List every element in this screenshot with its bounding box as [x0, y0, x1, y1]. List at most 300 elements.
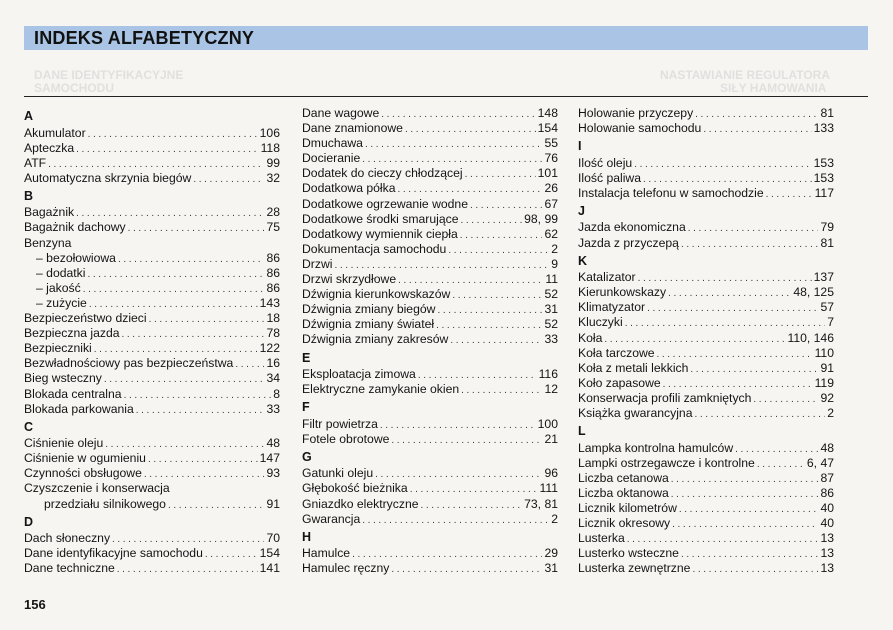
- entry-term: Lampki ostrzegawcze i kontrolne: [578, 455, 755, 470]
- entry-page-number: 86: [266, 265, 280, 280]
- index-entry: [302, 197, 558, 212]
- entry-term: Dane wagowe: [302, 106, 380, 120]
- entry-page-number: 81: [820, 235, 834, 250]
- dot-leader: [460, 213, 522, 228]
- index-entry: [302, 546, 558, 561]
- dot-leader: [421, 498, 523, 513]
- index-entry: [302, 497, 558, 512]
- entry-term: Drzwi: [302, 256, 333, 271]
- entry-term: Ilość oleju: [578, 155, 633, 170]
- entry-page-number: 40: [820, 500, 834, 515]
- index-entry: [302, 257, 558, 272]
- entry-page-number: 93: [266, 466, 280, 481]
- entry-page-number: 13: [820, 546, 834, 561]
- index-entry: [24, 236, 280, 251]
- entry-page-number: 117: [814, 185, 834, 200]
- section-letter: E: [302, 350, 311, 365]
- dot-leader: [757, 457, 805, 472]
- dot-leader: [452, 288, 542, 303]
- index-entry: [24, 451, 280, 466]
- entry-term: Jazda ekonomiczna: [578, 220, 686, 235]
- dot-leader: [690, 362, 818, 377]
- entry-term: Dźwignia zmiany zakresów: [302, 332, 449, 347]
- index-column-3: [578, 106, 834, 576]
- entry-page-number: 96: [544, 466, 558, 481]
- index-entry: [578, 406, 834, 421]
- section-letter: C: [24, 419, 34, 434]
- dot-leader: [410, 482, 538, 497]
- section-letter: I: [578, 139, 582, 154]
- entry-term: Ciśnienie oleju: [24, 436, 104, 451]
- entry-term: – jakość: [36, 280, 81, 295]
- entry-page-number: 141: [259, 561, 280, 576]
- entry-page-number: 18: [266, 311, 280, 326]
- index-entry: [578, 486, 834, 501]
- entry-page-number: 31: [544, 561, 558, 576]
- entry-page-number: 12: [544, 382, 558, 397]
- section-letter: G: [302, 449, 312, 464]
- entry-term: Hamulec ręczny: [302, 561, 390, 576]
- entry-page-number: 76: [544, 151, 558, 166]
- entry-page-number: 11: [545, 272, 558, 287]
- entry-page-number: 154: [537, 121, 558, 136]
- entry-term: Konserwacja profili zamkniętych: [578, 390, 752, 405]
- index-entry: [578, 391, 834, 406]
- index-entry: [24, 326, 280, 341]
- dot-leader: [334, 258, 549, 273]
- dot-leader: [193, 172, 264, 187]
- entry-term: przedziału silnikowego: [44, 496, 166, 511]
- dot-leader: [48, 157, 264, 172]
- index-entry: [24, 281, 280, 296]
- entry-term: Dmuchawa: [302, 136, 363, 151]
- index-entry: [24, 141, 280, 156]
- bleed-through-text: SIŁY HAMOWANIA: [720, 81, 827, 95]
- entry-page-number: 153: [813, 170, 834, 185]
- entry-term: Licznik kilometrów: [578, 500, 677, 515]
- index-entry: [578, 471, 834, 486]
- dot-leader: [365, 137, 542, 152]
- entry-term: Docieranie: [302, 151, 361, 166]
- dot-leader: [753, 392, 818, 407]
- index-entry: [24, 341, 280, 356]
- index-entry: [24, 356, 280, 371]
- bleed-through-text: SAMOCHODU: [34, 81, 114, 95]
- entry-page-number: 2: [551, 241, 558, 256]
- entry-page-number: 75: [266, 220, 280, 235]
- entry-term: Dane techniczne: [24, 561, 115, 576]
- dot-leader: [405, 122, 536, 137]
- index-entry: [24, 546, 280, 561]
- entry-page-number: 81: [820, 106, 834, 120]
- index-entry: [302, 136, 558, 151]
- entry-term: Dźwignia zmiany biegów: [302, 302, 436, 317]
- entry-term: Jazda z przyczepą: [578, 235, 679, 250]
- entry-page-number: 13: [820, 531, 834, 546]
- dot-leader: [391, 562, 542, 577]
- index-entry: [302, 242, 558, 257]
- index-entry: [578, 285, 834, 300]
- index-entry: [24, 296, 280, 311]
- index-entry: [578, 376, 834, 391]
- dot-leader: [136, 403, 265, 418]
- entry-term: Dane znamionowe: [302, 121, 403, 136]
- index-entry: [24, 171, 280, 186]
- dot-leader: [681, 237, 819, 252]
- entry-page-number: 147: [259, 451, 280, 466]
- entry-page-number: 7: [827, 315, 834, 330]
- dot-leader: [149, 312, 265, 327]
- entry-page-number: 100: [537, 416, 558, 431]
- dot-leader: [695, 107, 818, 122]
- entry-term: Bezpieczniki: [24, 341, 92, 356]
- dot-leader: [663, 377, 813, 392]
- index-entry: [24, 481, 280, 496]
- dot-leader: [688, 221, 819, 236]
- dot-leader: [465, 167, 536, 182]
- entry-page-number: 118: [260, 140, 280, 155]
- entry-term: Liczba oktanowa: [578, 485, 669, 500]
- dot-leader: [128, 221, 265, 236]
- header-rule: [24, 96, 868, 97]
- entry-term: Koła: [578, 330, 603, 345]
- dot-leader: [352, 547, 542, 562]
- dot-leader: [148, 452, 258, 467]
- dot-leader: [634, 157, 811, 172]
- index-entry: [24, 205, 280, 220]
- entry-page-number: 48: [820, 440, 834, 455]
- index-entry: [302, 382, 558, 397]
- section-letter: L: [578, 424, 586, 439]
- dot-leader: [735, 442, 818, 457]
- dot-leader: [625, 316, 826, 331]
- dot-leader: [168, 498, 264, 513]
- index-entry: [302, 432, 558, 447]
- index-entry: [302, 121, 558, 136]
- entry-page-number: 153: [813, 155, 834, 170]
- index-entry: [24, 311, 280, 326]
- entry-term: Czynności obsługowe: [24, 466, 142, 481]
- entry-page-number: 62: [544, 226, 558, 241]
- entry-term: Automatyczna skrzynia biegów: [24, 170, 192, 185]
- entry-term: Czyszczenie i konserwacja: [24, 481, 170, 496]
- entry-term: Benzyna: [24, 235, 72, 250]
- entry-term: Dodatek do cieczy chłodzącej: [302, 166, 463, 181]
- entry-page-number: 122: [259, 341, 280, 356]
- entry-term: Elektryczne zamykanie okien: [302, 382, 460, 397]
- entry-page-number: 52: [544, 317, 558, 332]
- entry-term: Akumulator: [24, 125, 86, 140]
- dot-leader: [89, 297, 258, 312]
- entry-page-number: 33: [266, 401, 280, 416]
- entry-term: – dodatki: [36, 265, 86, 280]
- entry-page-number: 116: [538, 367, 558, 381]
- index-entry: [578, 315, 834, 330]
- dot-leader: [671, 487, 819, 502]
- index-entry: [24, 561, 280, 576]
- entry-page-number: 9: [551, 256, 558, 271]
- dot-leader: [668, 286, 791, 301]
- entry-term: Filtr powietrza: [302, 416, 378, 431]
- bleed-through-text: DANE IDENTYFIKACYJNE: [34, 68, 184, 82]
- index-entry: [578, 121, 834, 136]
- index-entry: [578, 516, 834, 531]
- entry-term: Bezpieczeństwo dzieci: [24, 311, 147, 326]
- section-letter: J: [578, 203, 585, 218]
- entry-term: Kluczyki: [578, 315, 623, 330]
- index-entry: [24, 156, 280, 171]
- index-entry: [578, 546, 834, 561]
- entry-term: Fotele obrotowe: [302, 431, 390, 446]
- entry-page-number: 8: [273, 386, 280, 401]
- dot-leader: [122, 327, 265, 342]
- index-column-1: [24, 106, 280, 576]
- entry-page-number: 79: [820, 220, 834, 235]
- index-entry: [578, 156, 834, 171]
- dot-leader: [88, 127, 258, 142]
- dot-leader: [448, 243, 549, 258]
- entry-page-number: 87: [820, 470, 834, 485]
- entry-term: Gniazdko elektryczne: [302, 496, 419, 511]
- entry-page-number: 86: [820, 485, 834, 500]
- entry-term: ATF: [24, 155, 47, 170]
- entry-term: Dodatkowa półka: [302, 181, 396, 196]
- dot-leader: [450, 333, 542, 348]
- dot-leader: [362, 152, 542, 167]
- entry-term: Bieg wsteczny: [24, 371, 102, 386]
- index-entry: [24, 266, 280, 281]
- entry-page-number: 106: [259, 125, 280, 140]
- entry-page-number: 86: [266, 280, 280, 295]
- entry-page-number: 137: [813, 270, 834, 285]
- entry-term: Bagażnik: [24, 205, 75, 220]
- entry-page-number: 52: [544, 287, 558, 302]
- entry-term: Ciśnienie w ogumieniu: [24, 451, 146, 466]
- page-number: 156: [24, 597, 46, 612]
- entry-term: Dźwignia zmiany świateł: [302, 317, 435, 332]
- entry-term: Lusterka: [578, 531, 625, 546]
- entry-term: Klimatyzator: [578, 300, 646, 315]
- entry-page-number: 143: [259, 295, 280, 310]
- entry-term: Licznik okresowy: [578, 516, 671, 531]
- dot-leader: [398, 273, 543, 288]
- dot-leader: [461, 383, 542, 398]
- entry-page-number: 28: [266, 205, 280, 220]
- index-entry: [302, 212, 558, 227]
- entry-term: Gwarancja: [302, 511, 361, 526]
- index-column-2: [302, 106, 558, 576]
- entry-page-number: 33: [544, 332, 558, 347]
- entry-term: Bagażnik dachowy: [24, 220, 126, 235]
- entry-page-number: 110: [814, 345, 834, 360]
- entry-term: Dźwignia kierunkowskazów: [302, 287, 451, 302]
- dot-leader: [638, 271, 812, 286]
- dot-leader: [671, 472, 819, 487]
- entry-page-number: 29: [544, 546, 558, 561]
- dot-leader: [657, 347, 813, 362]
- section-letter: H: [302, 529, 312, 544]
- entry-term: Lusterka zewnętrzne: [578, 561, 691, 576]
- dot-leader: [703, 122, 811, 137]
- entry-term: Dodatkowe środki smarujące: [302, 211, 459, 226]
- entry-term: Liczba cetanowa: [578, 470, 669, 485]
- index-entry: [24, 220, 280, 235]
- entry-page-number: 99: [266, 155, 280, 170]
- entry-page-number: 98, 99: [524, 211, 558, 226]
- dot-leader: [76, 206, 264, 221]
- entry-term: Holowanie przyczepy: [578, 106, 694, 120]
- dot-leader: [144, 467, 265, 482]
- index-entry: [578, 501, 834, 516]
- dot-leader: [205, 547, 258, 562]
- entry-page-number: 2: [827, 406, 834, 420]
- section-letter: F: [302, 400, 310, 415]
- index-entry: [578, 561, 834, 576]
- bleed-through-text: NASTAWIANIE REGULATORA: [660, 68, 830, 82]
- index-entry: [578, 220, 834, 235]
- index-entry: [24, 466, 280, 481]
- index-entry: [302, 512, 558, 527]
- entry-term: Dodatkowy wymiennik ciepła: [302, 226, 458, 241]
- index-entry: [302, 166, 558, 181]
- index-entry: [24, 436, 280, 451]
- entry-page-number: 32: [266, 170, 280, 185]
- index-entry: [302, 417, 558, 432]
- dot-leader: [627, 532, 819, 547]
- dot-leader: [766, 187, 813, 202]
- entry-term: Kierunkowskazy: [578, 285, 667, 300]
- entry-term: Drzwi skrzydłowe: [302, 272, 397, 287]
- entry-term: Instalacja telefonu w samochodzie: [578, 185, 764, 200]
- entry-term: Dokumentacja samochodu: [302, 241, 447, 256]
- index-entry: [578, 331, 834, 346]
- entry-term: Koła tarczowe: [578, 345, 655, 360]
- dot-leader: [460, 228, 543, 243]
- index-entry: [24, 387, 280, 402]
- index-entry: [302, 302, 558, 317]
- entry-term: Gatunki oleju: [302, 466, 374, 481]
- index-entry: [578, 531, 834, 546]
- entry-page-number: 40: [820, 516, 834, 531]
- entry-term: Ilość paliwa: [578, 170, 641, 185]
- entry-term: Bezwładnościowy pas bezpieczeństwa: [24, 356, 234, 371]
- dot-leader: [235, 357, 264, 372]
- index-entry: [578, 236, 834, 251]
- entry-term: Katalizator: [578, 270, 636, 285]
- entry-term: Książka gwarancyjna: [578, 406, 693, 420]
- section-letter: K: [578, 253, 588, 268]
- index-entry: [302, 106, 558, 121]
- entry-term: Holowanie samochodu: [578, 121, 702, 136]
- section-letter: D: [24, 514, 34, 529]
- dot-leader: [112, 532, 264, 547]
- page-title: INDEKS ALFABETYCZNY: [34, 28, 255, 48]
- dot-leader: [436, 318, 542, 333]
- entry-page-number: 92: [820, 390, 834, 405]
- index-entry: [302, 466, 558, 481]
- entry-page-number: 148: [537, 106, 558, 120]
- entry-term: Dane identyfikacyjne samochodu: [24, 546, 203, 561]
- index-entry: [302, 367, 558, 382]
- entry-term: Blokada centralna: [24, 386, 122, 401]
- dot-leader: [117, 562, 258, 577]
- entry-term: Koła z metali lekkich: [578, 360, 689, 375]
- dot-leader: [470, 198, 542, 213]
- dot-leader: [694, 407, 825, 422]
- entry-page-number: 67: [544, 196, 558, 211]
- section-letter: A: [24, 109, 34, 123]
- index-entry: [24, 371, 280, 386]
- dot-leader: [87, 267, 264, 282]
- entry-page-number: 154: [259, 546, 280, 561]
- entry-page-number: 34: [266, 371, 280, 386]
- entry-term: Blokada parkowania: [24, 401, 134, 416]
- dot-leader: [94, 342, 258, 357]
- entry-page-number: 2: [551, 511, 558, 526]
- dot-leader: [362, 513, 549, 528]
- entry-term: Apteczka: [24, 140, 75, 155]
- index-entry: [302, 227, 558, 242]
- dot-leader: [83, 282, 265, 297]
- index-entry: [578, 106, 834, 121]
- dot-leader: [76, 142, 258, 157]
- dot-leader: [124, 388, 272, 403]
- dot-leader: [604, 332, 785, 347]
- dot-leader: [375, 467, 542, 482]
- index-entry: [24, 126, 280, 141]
- index-entry: [24, 402, 280, 417]
- dot-leader: [672, 517, 818, 532]
- index-entry: [578, 186, 834, 201]
- entry-page-number: 48: [266, 436, 280, 451]
- index-entry: [578, 270, 834, 285]
- entry-term: Głębokość bieżnika: [302, 481, 408, 496]
- entry-term: Bezpieczna jazda: [24, 326, 120, 341]
- entry-page-number: 70: [266, 531, 280, 546]
- index-entry: [302, 332, 558, 347]
- entry-page-number: 110, 146: [787, 330, 834, 345]
- dot-leader: [380, 418, 536, 433]
- entry-page-number: 73, 81: [524, 496, 558, 511]
- section-letter: B: [24, 188, 34, 203]
- entry-page-number: 57: [820, 300, 834, 315]
- dot-leader: [118, 252, 264, 267]
- entry-page-number: 55: [544, 136, 558, 151]
- entry-page-number: 78: [266, 326, 280, 341]
- index-entry: [24, 497, 280, 512]
- index-entry: [578, 346, 834, 361]
- entry-page-number: 31: [544, 302, 558, 317]
- entry-page-number: 21: [544, 431, 558, 446]
- entry-page-number: 91: [266, 496, 280, 511]
- index-entry: [302, 561, 558, 576]
- index-entry: [578, 456, 834, 471]
- index-entry: [578, 361, 834, 376]
- index-entry: [302, 272, 558, 287]
- dot-leader: [692, 562, 818, 577]
- entry-page-number: 48, 125: [793, 285, 834, 300]
- entry-page-number: 101: [537, 166, 558, 181]
- dot-leader: [647, 301, 818, 316]
- dot-leader: [679, 502, 819, 517]
- entry-term: Koło zapasowe: [578, 375, 661, 390]
- entry-page-number: 111: [539, 481, 558, 496]
- entry-page-number: 13: [820, 561, 834, 576]
- index-entry: [24, 251, 280, 266]
- entry-term: – bezołowiowa: [36, 250, 116, 265]
- dot-leader: [643, 172, 812, 187]
- entry-term: Dach słoneczny: [24, 531, 111, 546]
